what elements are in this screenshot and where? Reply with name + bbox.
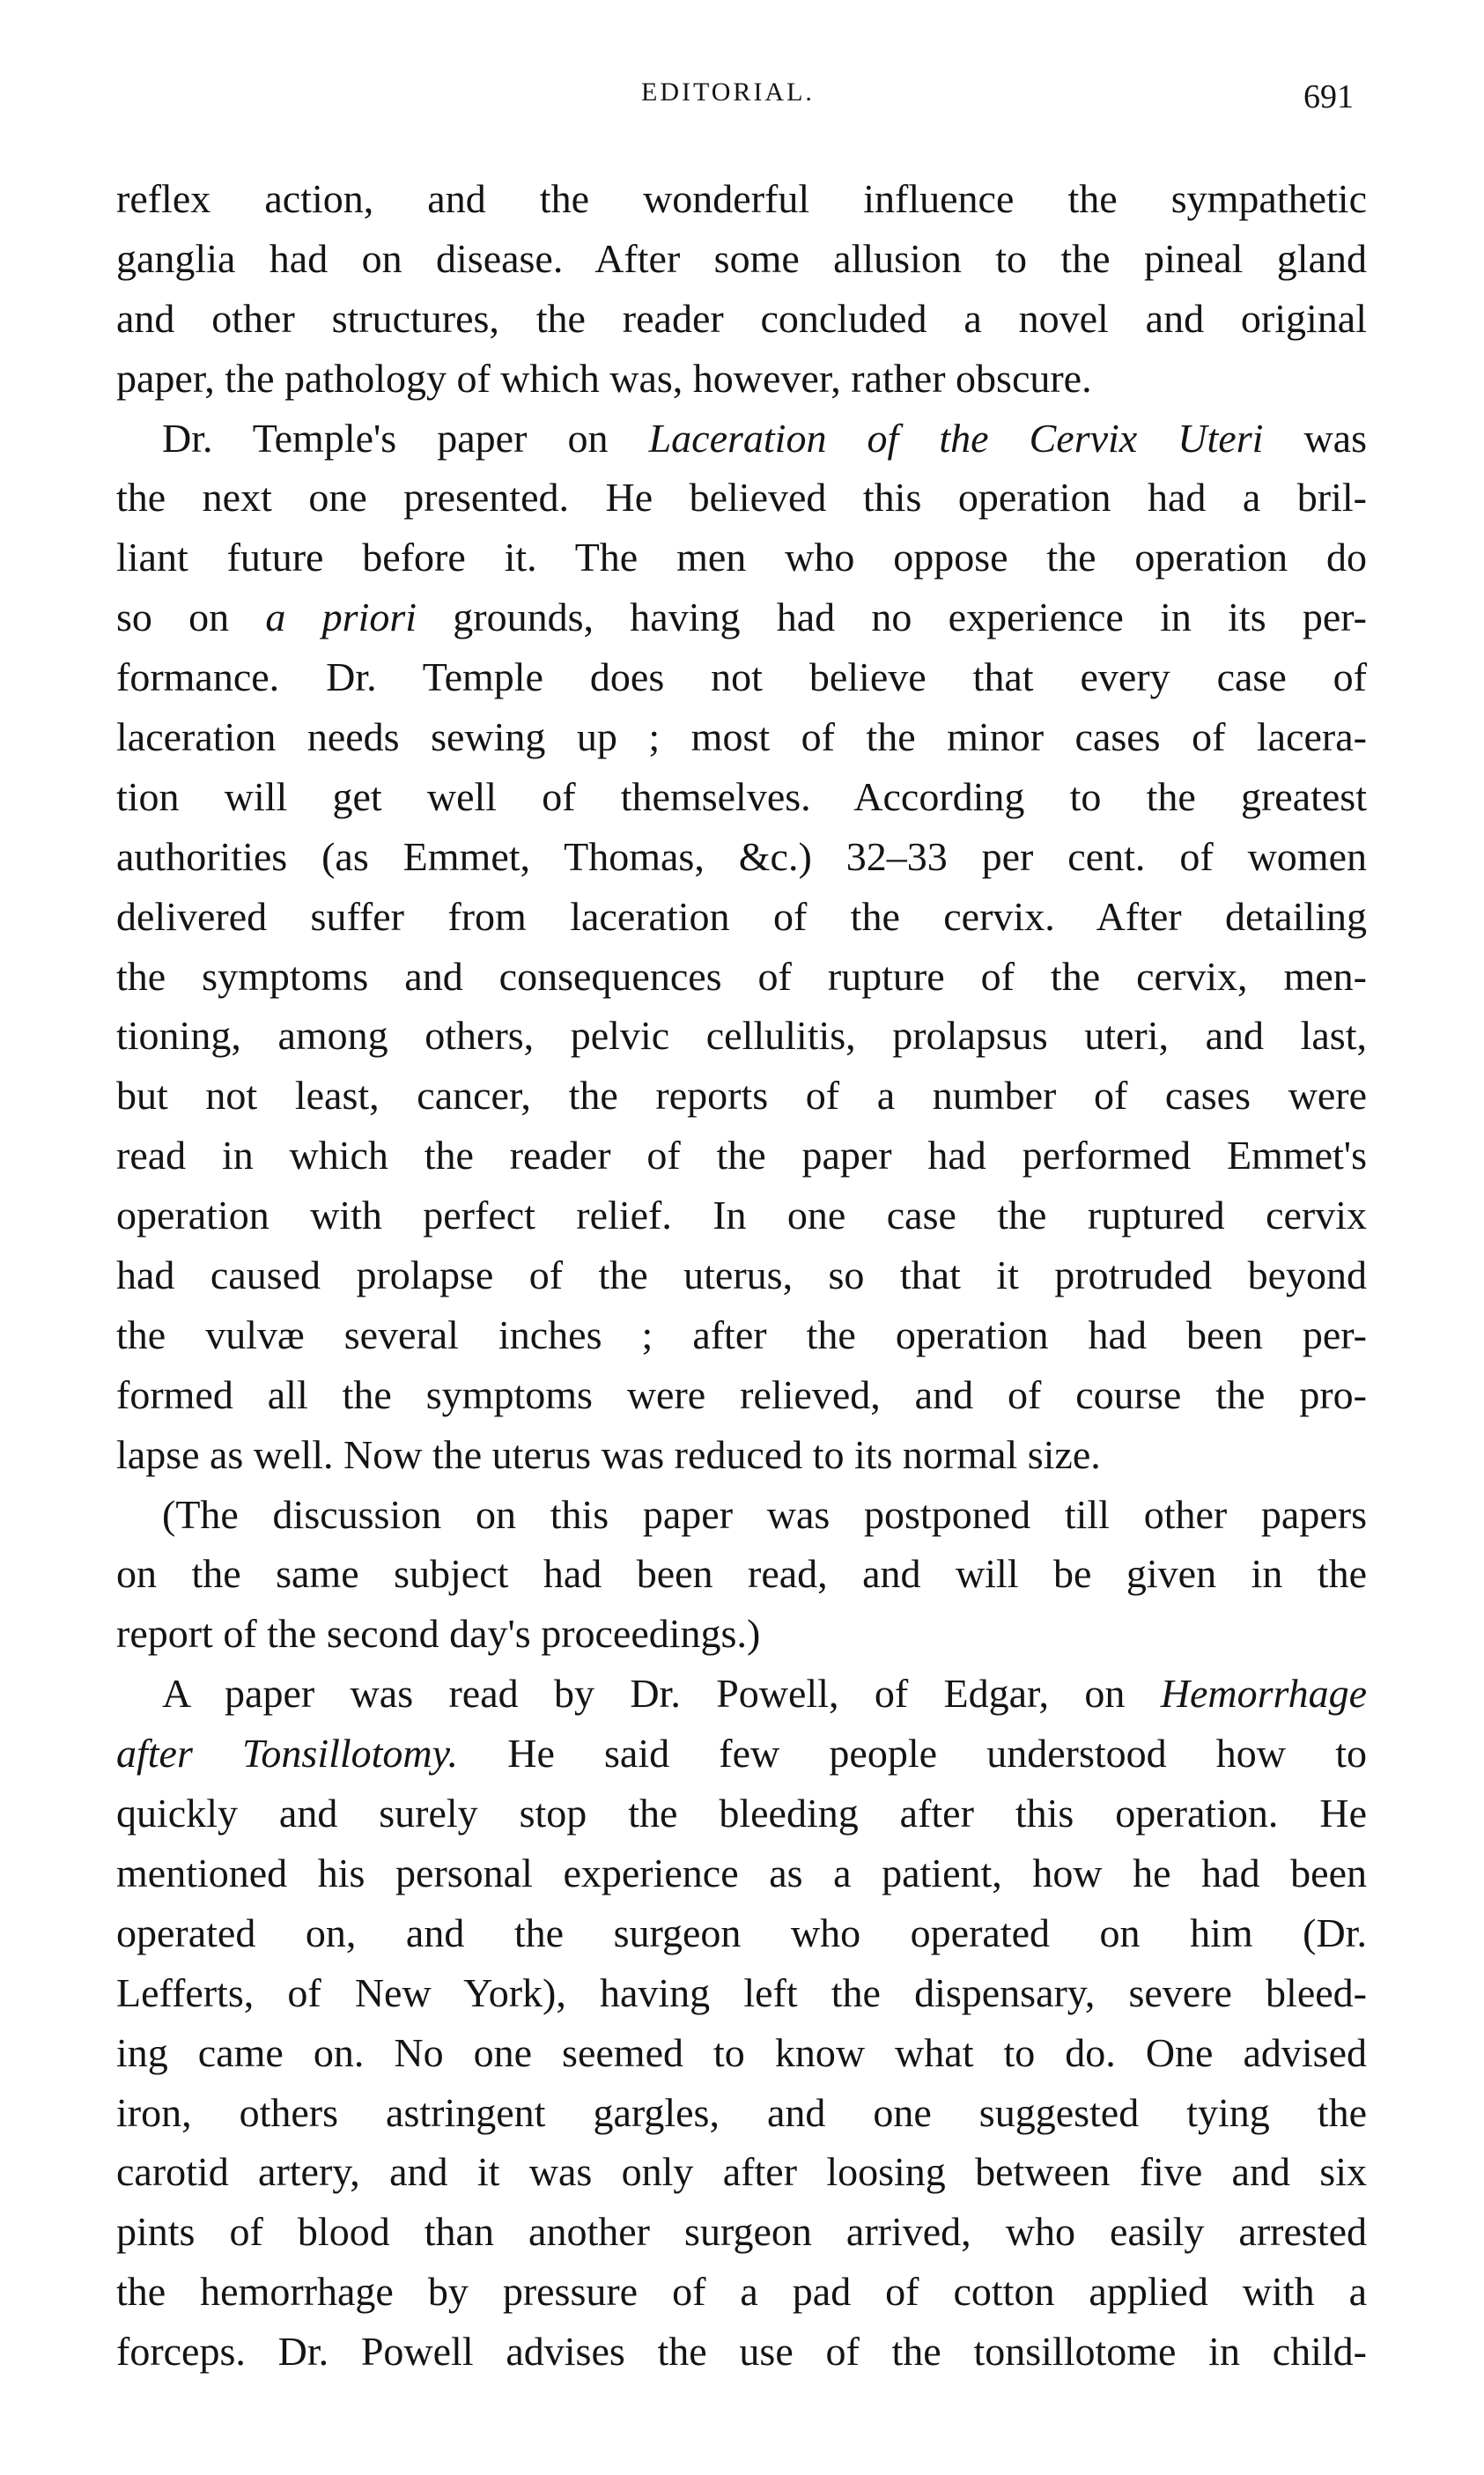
text-line xyxy=(116,1006,1367,1066)
text-line xyxy=(116,2202,1367,2262)
text-line xyxy=(116,1963,1367,2023)
italic-phrase: a priori xyxy=(265,595,417,640)
text-run: authorities (as Emmet, Thomas, &c.) 32–33 per cent. of women xyxy=(116,833,1367,879)
body-text xyxy=(116,169,1367,2382)
text-line xyxy=(116,1784,1367,1843)
text-run: and other structures, the reader concluded a novel and original xyxy=(116,295,1367,341)
text-line xyxy=(116,2083,1367,2143)
text-run: tioning, among others, pelvic cellulitis, prolapsus uteri, and last, xyxy=(116,1013,1367,1059)
text-run: was xyxy=(1263,415,1367,461)
italic-title: Hemorrhage xyxy=(1160,1671,1367,1717)
text-run: read in which the reader of the paper had performed Emmet's xyxy=(116,1133,1367,1178)
text-line xyxy=(116,528,1367,587)
text-run: on the same subject had been read, and will be given in the xyxy=(116,1551,1367,1597)
text-run: (The discussion on this paper was postponed till other papers xyxy=(162,1491,1367,1537)
text-run: forceps. Dr. Powell advises the use of the tonsillotome in child- xyxy=(116,2329,1367,2375)
text-run: He said few people understood how to xyxy=(458,1731,1367,1777)
text-run: Dr. Temple's paper on xyxy=(162,415,649,461)
text-run: ganglia had on disease. After some allusion to the pineal gland xyxy=(116,235,1367,281)
text-line xyxy=(116,587,1367,647)
text-run: carotid artery, and it was only after loosing between five and six xyxy=(116,2149,1367,2195)
text-run: operation with perfect relief. In one case the ruptured cervix xyxy=(116,1193,1367,1238)
text-run: mentioned his personal experience as a patient, how he had been xyxy=(116,1850,1367,1895)
text-line xyxy=(116,1843,1367,1903)
text-run: but not least, cancer, the reports of a number of cases were xyxy=(116,1073,1367,1119)
text-line xyxy=(116,2262,1367,2322)
text-run: delivered suffer from laceration of the cervix. After detailing xyxy=(116,893,1367,939)
page-number: 691 xyxy=(1303,78,1354,115)
text-line xyxy=(116,1485,1367,1545)
text-line xyxy=(116,1724,1367,1784)
italic-title: after Tonsillotomy. xyxy=(116,1731,459,1777)
text-run: the next one presented. He believed this operation had a bril- xyxy=(116,475,1367,521)
text-run: pints of blood than another surgeon arrived, who easily arrested xyxy=(116,2209,1367,2255)
text-run: reflex action, and the wonderful influence the sympathetic xyxy=(116,176,1367,221)
text-run: ing came on. No one seemed to know what to do. One advised xyxy=(116,2029,1367,2075)
text-run: paper, the pathology of which was, however, rather obscure. xyxy=(116,355,1092,401)
text-run: had caused prolapse of the uterus, so that it protruded beyond xyxy=(116,1252,1367,1298)
text-line xyxy=(116,289,1367,349)
text-run: laceration needs sewing up ; most of the minor cases of lacera- xyxy=(116,714,1367,760)
text-line xyxy=(116,1544,1367,1604)
text-line xyxy=(116,2322,1367,2382)
text-run: formed all the symptoms were relieved, and of course the pro- xyxy=(116,1371,1367,1417)
text-line xyxy=(116,827,1367,887)
text-line xyxy=(116,468,1367,528)
text-line xyxy=(116,647,1367,707)
text-line xyxy=(116,1305,1367,1365)
text-run: the hemorrhage by pressure of a pad of cotton applied with a xyxy=(116,2269,1367,2315)
running-title: EDITORIAL. xyxy=(641,78,815,107)
text-line xyxy=(116,1245,1367,1305)
text-line xyxy=(116,1186,1367,1245)
text-line xyxy=(116,1066,1367,1126)
italic-title: Laceration of the Cervix Uteri xyxy=(648,415,1264,461)
text-run: iron, others astringent gargles, and one suggested tying the xyxy=(116,2089,1367,2135)
text-run: tion will get well of themselves. According to the greatest xyxy=(116,773,1367,819)
text-run: grounds, having had no experience in its per- xyxy=(417,595,1367,640)
text-line xyxy=(116,947,1367,1007)
text-run: report of the second day's proceedings.) xyxy=(116,1611,761,1657)
text-run: the vulvæ several inches ; after the operation had been per- xyxy=(116,1311,1367,1357)
text-line xyxy=(116,169,1367,229)
text-line xyxy=(116,229,1367,289)
text-run: the symptoms and consequences of rupture of the cervix, men- xyxy=(116,953,1367,999)
text-line xyxy=(116,887,1367,947)
text-line xyxy=(116,1604,1367,1664)
text-line xyxy=(116,707,1367,767)
text-line xyxy=(116,1126,1367,1186)
text-line xyxy=(116,409,1367,469)
text-line xyxy=(116,1903,1367,1963)
text-run: A paper was read by Dr. Powell, of Edgar, on xyxy=(162,1671,1161,1717)
text-run: quickly and surely stop the bleeding after this operation. He xyxy=(116,1791,1367,1836)
text-line xyxy=(116,1425,1367,1485)
text-run: formance. Dr. Temple does not believe that every case of xyxy=(116,654,1367,700)
text-run: operated on, and the surgeon who operated on him (Dr. xyxy=(116,1910,1367,1955)
text-run: liant future before it. The men who oppose the operation do xyxy=(116,535,1367,580)
text-line xyxy=(116,1365,1367,1425)
text-run: so on xyxy=(116,595,266,640)
running-head xyxy=(0,78,1484,130)
text-run: Lefferts, of New York), having left the dispensary, severe bleed- xyxy=(116,1969,1367,2015)
text-line xyxy=(116,2142,1367,2202)
text-line xyxy=(116,1664,1367,1724)
text-line xyxy=(116,767,1367,827)
text-line xyxy=(116,349,1367,409)
text-run: lapse as well. Now the uterus was reduced to its normal size. xyxy=(116,1431,1101,1477)
text-line xyxy=(116,2023,1367,2083)
